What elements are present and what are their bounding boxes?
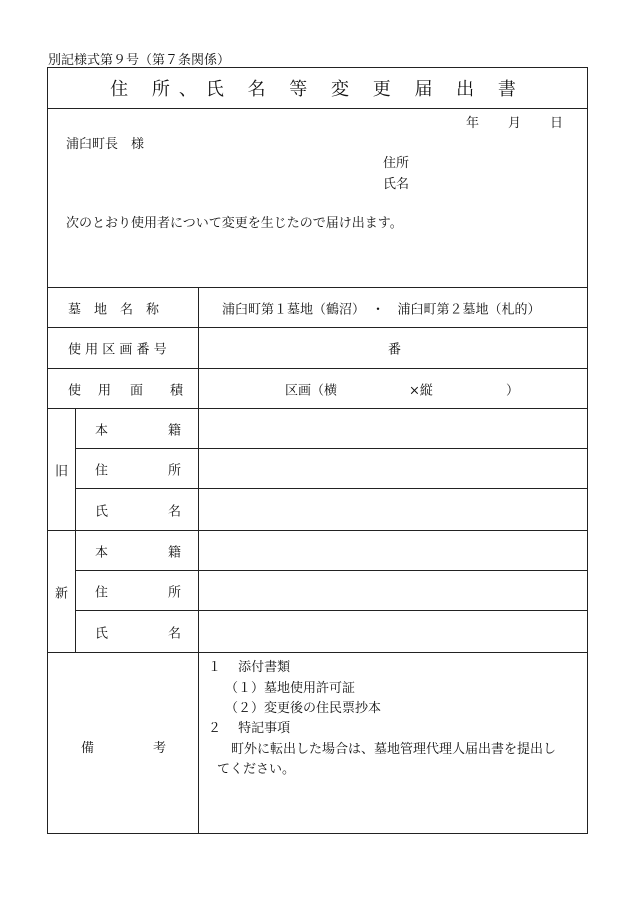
date-month-label: 月 <box>508 116 522 131</box>
remarks-line-resident-record: （２）変更後の住民票抄本 <box>225 701 382 716</box>
old-address-row[interactable] <box>76 449 587 489</box>
usage-area-label-cell <box>48 369 199 408</box>
new-name-row[interactable] <box>76 611 587 652</box>
area-close-paren: ） <box>506 383 520 398</box>
area-width-prefix: 区画（横 <box>285 383 338 398</box>
old-domicile-char-2: 籍 <box>168 423 182 438</box>
old-group-label-cell <box>48 409 76 530</box>
applicant-name-label: 氏名 <box>383 177 410 192</box>
change-notification-form <box>47 67 588 834</box>
plot-number-unit: 番 <box>388 342 402 358</box>
new-domicile-char-1: 本 <box>95 545 109 560</box>
plot-number-value-cell[interactable] <box>199 328 587 368</box>
remarks-content <box>199 653 587 833</box>
new-group-label-cell <box>48 531 76 652</box>
new-address-char-1: 住 <box>95 585 109 600</box>
new-domicile-row[interactable] <box>76 531 587 571</box>
old-name-char-1: 氏 <box>95 504 109 519</box>
usage-area-label-char-2: 用 <box>98 383 112 398</box>
old-address-char-2: 所 <box>168 463 182 478</box>
usage-area-label-char-3: 面 <box>130 383 144 398</box>
old-name-char-2: 名 <box>168 504 182 519</box>
new-name-char-2: 名 <box>168 626 182 641</box>
remarks-label-char-1: 備 <box>81 741 95 756</box>
usage-area-value-cell[interactable] <box>199 369 587 408</box>
remarks-line-note-2: てください。 <box>217 762 296 777</box>
old-domicile-char-1: 本 <box>95 423 109 438</box>
cemetery-name-value-cell[interactable] <box>199 288 587 327</box>
remarks-line-special-notes: ２ 特記事項 <box>208 721 291 736</box>
plot-number-label: 使 用 区 画 番 号 <box>68 342 167 358</box>
new-name-char-1: 氏 <box>95 626 109 641</box>
old-group-label: 旧 <box>54 464 69 479</box>
usage-area-label-char-4: 積 <box>170 383 184 398</box>
new-address-char-2: 所 <box>168 585 182 600</box>
new-address-row[interactable] <box>76 571 587 611</box>
old-name-row[interactable] <box>76 489 587 530</box>
date-year-label: 年 <box>466 116 480 131</box>
plot-number-label-cell <box>48 328 199 368</box>
remarks-label-cell <box>48 653 199 833</box>
old-info-group <box>48 409 587 531</box>
new-group-label: 新 <box>54 586 69 601</box>
addressee: 浦臼町長 様 <box>66 137 145 152</box>
new-name-label <box>76 611 199 652</box>
remarks-label-char-2: 考 <box>153 741 167 756</box>
usage-area-row <box>48 369 587 409</box>
form-title: 住 所、氏 名 等 変 更 届 出 書 <box>48 68 587 109</box>
remarks-line-note-1: 町外に転出した場合は、墓地管理代理人届出書を提出し <box>231 742 557 757</box>
form-reference: 別記様式第９号（第７条関係） <box>48 53 231 68</box>
old-domicile-row[interactable] <box>76 409 587 449</box>
area-length-mark: ×縦 <box>409 383 433 398</box>
cemetery-name-options: 浦臼町第１墓地（鶴沼） ・ 浦臼町第２墓地（札的） <box>222 302 541 317</box>
new-domicile-label <box>76 531 199 570</box>
new-info-group <box>48 531 587 653</box>
old-address-char-1: 住 <box>95 463 109 478</box>
plot-number-row <box>48 328 587 369</box>
old-address-label <box>76 449 199 488</box>
remarks-row <box>48 653 587 833</box>
old-name-label <box>76 489 199 530</box>
cemetery-name-row <box>48 288 587 328</box>
usage-area-label-char-1: 使 <box>68 383 82 398</box>
remarks-line-permit: （１）墓地使用許可証 <box>225 681 356 696</box>
cemetery-name-label-cell <box>48 288 199 327</box>
new-domicile-char-2: 籍 <box>168 545 182 560</box>
cemetery-name-label: 墓 地 名 称 <box>68 302 160 317</box>
applicant-address-label: 住所 <box>383 156 410 171</box>
remarks-line-attachments: １ 添付書類 <box>208 660 291 675</box>
new-address-label <box>76 571 199 610</box>
notice-text: 次のとおり使用者について変更を生じたので届け出ます。 <box>66 216 403 231</box>
date-day-label: 日 <box>550 116 564 131</box>
old-domicile-label <box>76 409 199 448</box>
form-header <box>48 109 587 288</box>
